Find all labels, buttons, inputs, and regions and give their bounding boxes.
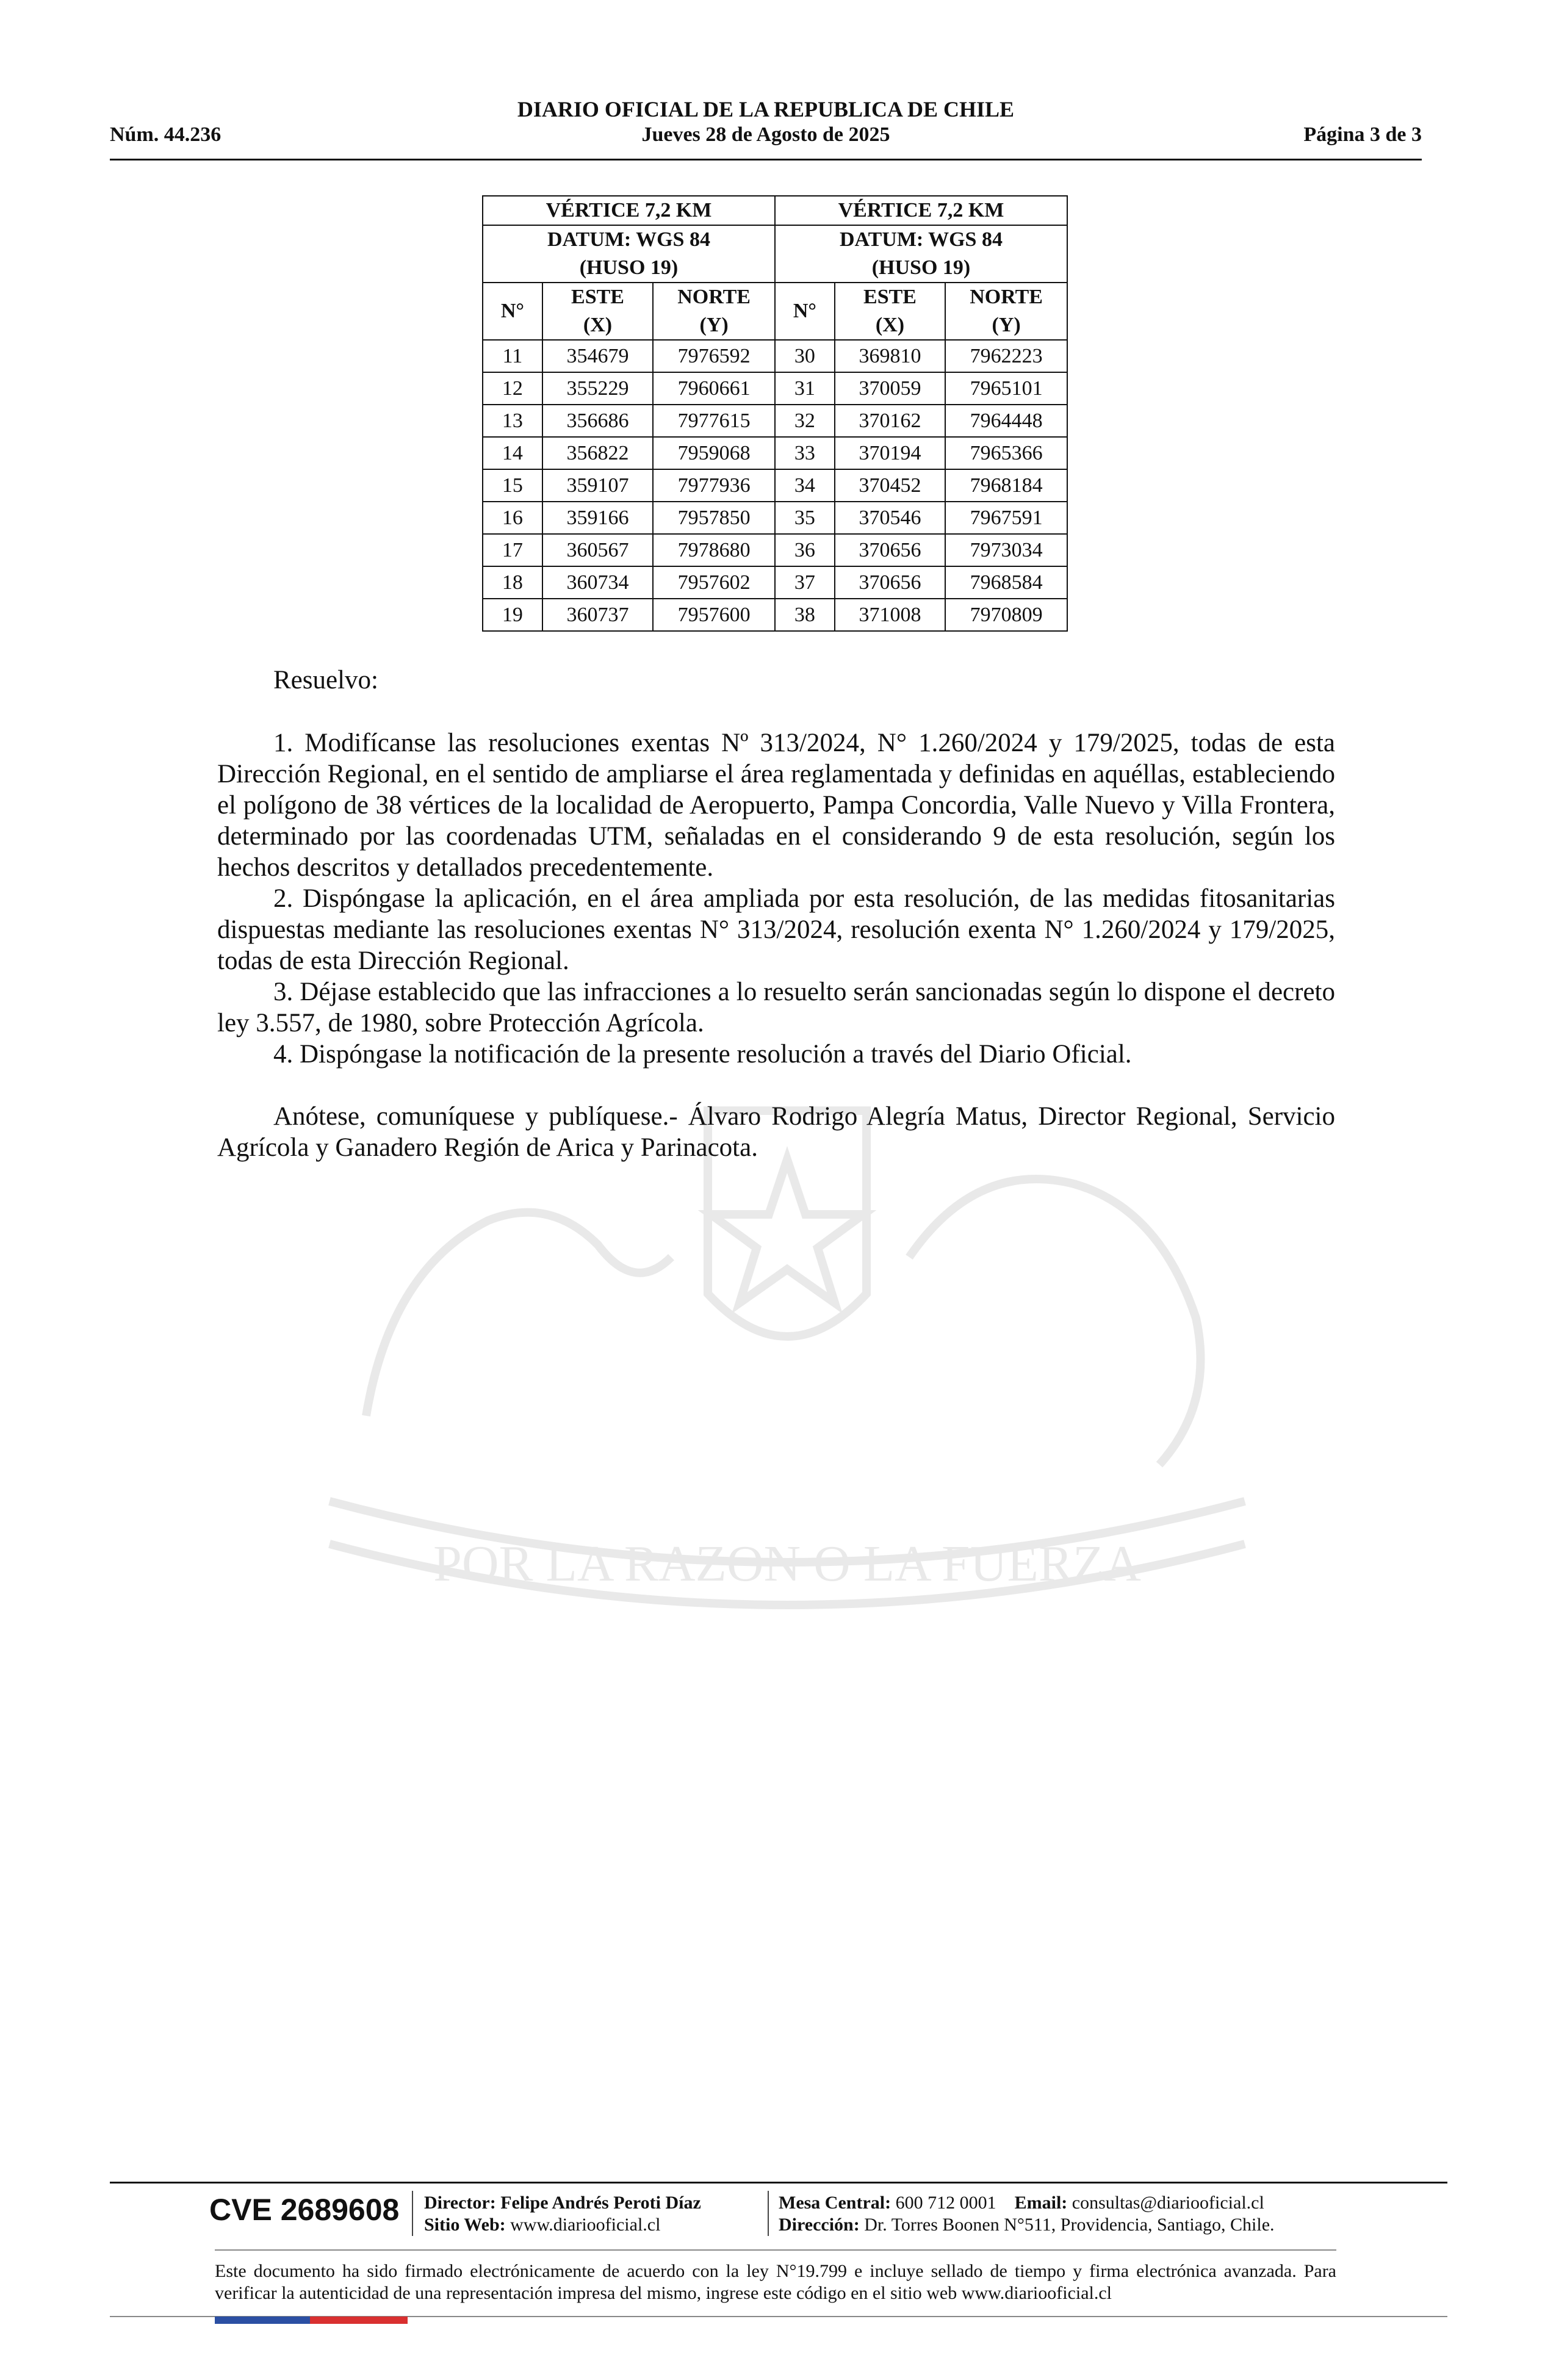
col-header-n: N° <box>483 283 542 340</box>
address-label: Dirección: <box>779 2215 860 2235</box>
publication-title: DIARIO OFICIAL DE LA REPUBLICA DE CHILE <box>517 97 1015 121</box>
address-value: Dr. Torres Boonen N°511, Providencia, Santiago, Chile. <box>864 2215 1275 2235</box>
table-cell: 360737 <box>542 599 653 631</box>
table-cell: 7968584 <box>945 566 1067 599</box>
issue-number: Núm. 44.236 <box>110 123 222 146</box>
table-cell: 7970809 <box>945 599 1067 631</box>
website-line <box>424 2214 701 2236</box>
flag-stripe-red <box>310 2317 408 2324</box>
table-cell: 13 <box>483 405 542 437</box>
director-label: Director: <box>424 2193 496 2213</box>
page-header <box>110 93 1422 160</box>
cve-code: CVE 2689608 <box>209 2193 400 2227</box>
table-cell: 7957850 <box>653 502 775 534</box>
table-cell: 38 <box>775 599 835 631</box>
col-header-norte <box>653 283 775 340</box>
footer-director-column <box>424 2192 701 2236</box>
table-cell: 7967591 <box>945 502 1067 534</box>
table-cell: 7957600 <box>653 599 775 631</box>
table-row <box>483 405 1067 437</box>
mesa-label: Mesa Central: <box>779 2193 891 2213</box>
resolution-paragraph-4: 4. Dispóngase la notificación de la presente resolución a través del Diario Oficial. <box>273 1040 1132 1069</box>
footer-divider-mid <box>215 2249 1336 2251</box>
table-cell: 7960661 <box>653 372 775 405</box>
table-cell: 369810 <box>835 340 945 372</box>
resuelvo-heading: Resuelvo: <box>273 666 378 694</box>
table-cell: 370656 <box>835 534 945 566</box>
table-cell: 7957602 <box>653 566 775 599</box>
table-cell: 356686 <box>542 405 653 437</box>
table-cell: 371008 <box>835 599 945 631</box>
condor-outline <box>909 1179 1201 1465</box>
table-row <box>483 599 1067 631</box>
flag-stripe-blue <box>215 2317 310 2324</box>
table-cell: 7968184 <box>945 469 1067 502</box>
table-cell: 370546 <box>835 502 945 534</box>
table-cell: 7965101 <box>945 372 1067 405</box>
closing-paragraph: Anótese, comuníquese y publíquese.- Álvaro Rodrigo Alegría Matus, Director Regional, Servicio Agrícola y Ganadero Región de Arica y Parinacota. <box>217 1102 1335 1162</box>
table-cell: 30 <box>775 340 835 372</box>
huso-label: (HUSO 19) <box>871 256 971 279</box>
table-cell: 370162 <box>835 405 945 437</box>
table-cell: 370452 <box>835 469 945 502</box>
table-cell: 31 <box>775 372 835 405</box>
datum-header-left <box>483 225 775 283</box>
vertex-header-left <box>483 196 775 225</box>
table-cell: 370059 <box>835 372 945 405</box>
table-cell: 35 <box>775 502 835 534</box>
table-cell: 359107 <box>542 469 653 502</box>
table-cell: 11 <box>483 340 542 372</box>
table-row <box>483 437 1067 469</box>
table-cell: 354679 <box>542 340 653 372</box>
email-label: Email: <box>1014 2193 1068 2213</box>
este-label: ESTE <box>863 286 917 308</box>
director-name: Felipe Andrés Peroti Díaz <box>500 2193 701 2213</box>
table-cell: 356822 <box>542 437 653 469</box>
table-cell: 19 <box>483 599 542 631</box>
table-cell: 36 <box>775 534 835 566</box>
col-header-norte <box>945 283 1067 340</box>
footer-divider-top <box>110 2182 1447 2183</box>
star-shape <box>711 1159 863 1303</box>
table-row <box>483 534 1067 566</box>
este-label: ESTE <box>571 286 624 308</box>
table-cell: 32 <box>775 405 835 437</box>
signature-notice: Este documento ha sido firmado electrónicamente de acuerdo con la ley N°19.799 e incluye sellado de tiempo y firma electrónica avanzada. Para verificar la autenticidad de una representación impresa del mismo, ingrese este código en el sitio web www.diariooficial.cl <box>215 2261 1336 2303</box>
table-cell: 7978680 <box>653 534 775 566</box>
table-cell: 370656 <box>835 566 945 599</box>
resolution-paragraph-2: 2. Dispóngase la aplicación, en el área ampliada por esta resolución, de las medidas fitosanitarias dispuestas mediante las resoluciones exentas N° 313/2024, resolución exenta N° 1.260/2024 y 179/2025, todas de esta Dirección Regional. <box>217 884 1335 975</box>
issue-date: Jueves 28 de Agosto de 2025 <box>641 123 890 146</box>
page-indicator: Página 3 de 3 <box>1303 123 1422 146</box>
col-header-n: N° <box>775 283 835 340</box>
col-header-este <box>542 283 653 340</box>
website-label: Sitio Web: <box>424 2215 506 2235</box>
y-label: (Y) <box>699 314 729 336</box>
coordinates-table <box>482 195 1068 632</box>
table-row <box>483 502 1067 534</box>
footer-separator <box>768 2191 769 2236</box>
y-label: (Y) <box>992 314 1021 336</box>
table-cell: 33 <box>775 437 835 469</box>
mesa-value: 600 712 0001 <box>895 2193 996 2213</box>
director-line <box>424 2192 701 2214</box>
datum-header-right <box>775 225 1067 283</box>
table-cell: 7977615 <box>653 405 775 437</box>
table-row <box>483 340 1067 372</box>
table-cell: 7977936 <box>653 469 775 502</box>
table-cell: 15 <box>483 469 542 502</box>
table-cell: 7959068 <box>653 437 775 469</box>
datum-label: DATUM: WGS 84 <box>547 228 710 251</box>
resolution-body <box>217 727 1335 1163</box>
table-row <box>483 566 1067 599</box>
table-cell: 18 <box>483 566 542 599</box>
address-line <box>779 2214 1275 2236</box>
vertex-header-right <box>775 196 1067 225</box>
table-cell: 17 <box>483 534 542 566</box>
contact-line <box>779 2192 1275 2214</box>
table-cell: 370194 <box>835 437 945 469</box>
x-label: (X) <box>583 314 613 336</box>
table-row <box>483 469 1067 502</box>
email-link[interactable]: consultas@diariooficial.cl <box>1072 2193 1264 2213</box>
norte-label: NORTE <box>677 286 751 308</box>
vertex-label: VÉRTICE 7,2 KM <box>546 199 712 222</box>
table-cell: 7973034 <box>945 534 1067 566</box>
table-cell: 34 <box>775 469 835 502</box>
norte-label: NORTE <box>970 286 1043 308</box>
website-link[interactable]: www.diariooficial.cl <box>510 2215 661 2235</box>
resolution-paragraph-3: 3. Déjase establecido que las infracciones a lo resuelto serán sancionadas según lo dispone el decreto ley 3.557, de 1980, sobre Protección Agrícola. <box>217 978 1335 1037</box>
table-cell: 355229 <box>542 372 653 405</box>
resolution-paragraph-1: 1. Modifícanse las resoluciones exentas Nº 313/2024, N° 1.260/2024 y 179/2025, todas de esta Dirección Regional, en el sentido de ampliarse el área reglamentada y definidas en aquéllas, estableciendo el polígono de 38 vértices de la localidad de Aeropuerto, Pampa Concordia, Valle Nuevo y Villa Frontera, determinado por las coordenadas UTM, señaladas en el considerando 9 de esta resolución, según los hechos descritos y detallados precedentemente. <box>217 729 1335 882</box>
table-row <box>483 372 1067 405</box>
table-cell: 359166 <box>542 502 653 534</box>
table-cell: 7965366 <box>945 437 1067 469</box>
footer-contact-column <box>779 2192 1275 2236</box>
huso-label: (HUSO 19) <box>579 256 679 279</box>
table-cell: 12 <box>483 372 542 405</box>
table-cell: 360734 <box>542 566 653 599</box>
col-header-este <box>835 283 945 340</box>
x-label: (X) <box>875 314 905 336</box>
table-cell: 7964448 <box>945 405 1067 437</box>
table-cell: 7962223 <box>945 340 1067 372</box>
footer-separator <box>412 2191 413 2236</box>
table-cell: 37 <box>775 566 835 599</box>
datum-label: DATUM: WGS 84 <box>840 228 1003 251</box>
table-cell: 360567 <box>542 534 653 566</box>
table-cell: 16 <box>483 502 542 534</box>
table-cell: 14 <box>483 437 542 469</box>
huemul-outline <box>366 1213 671 1416</box>
motto-text: POR LA RAZON O LA FUERZA <box>433 1535 1141 1592</box>
vertex-label: VÉRTICE 7,2 KM <box>838 199 1004 222</box>
table-cell: 7976592 <box>653 340 775 372</box>
